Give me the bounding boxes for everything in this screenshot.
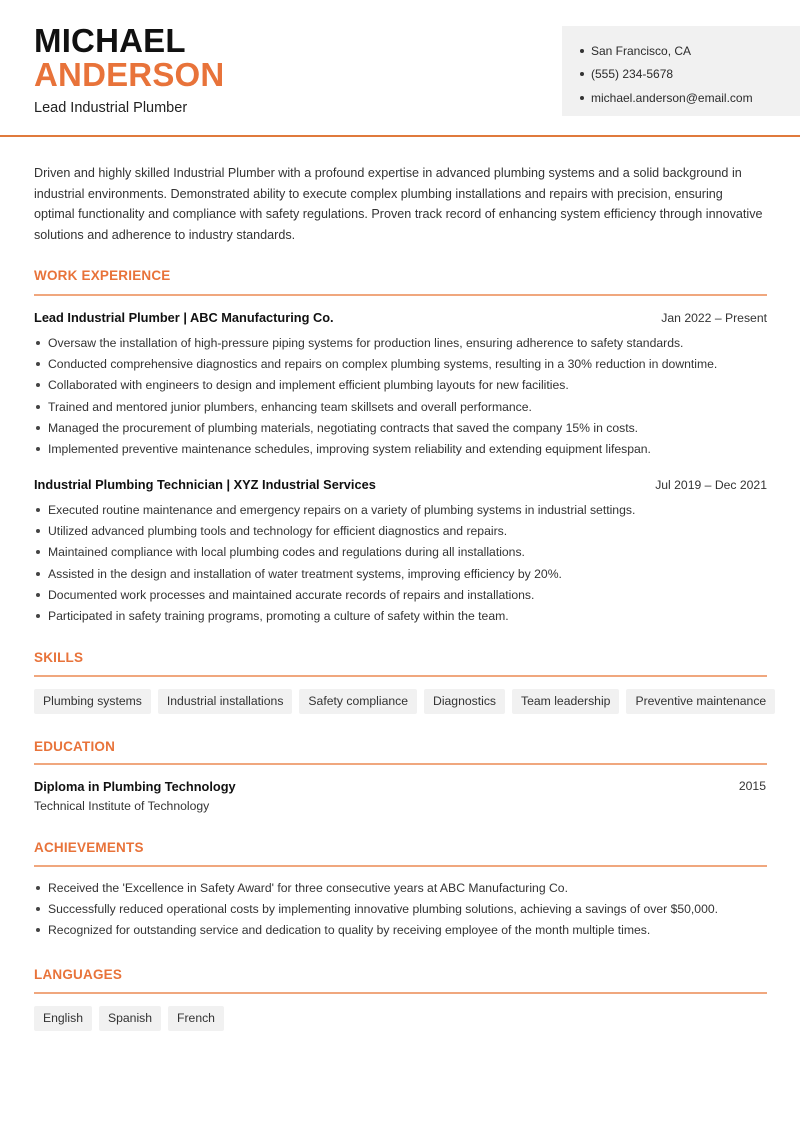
education-year: 2015	[738, 779, 766, 793]
skill-tag: Preventive maintenance	[626, 689, 775, 714]
list-item: Collaborated with engineers to design and implement efficient plumbing layouts for new facilities.	[34, 375, 767, 396]
education-school: Technical Institute of Technology	[34, 799, 210, 813]
bullet-icon	[36, 886, 40, 890]
divider	[34, 865, 767, 867]
list-item: Successfully reduced operational costs by implementing innovative plumbing solutions, achieving a savings of over $50,000.	[34, 898, 767, 919]
job-dates: Jan 2022 – Present	[661, 311, 767, 325]
divider	[34, 675, 767, 677]
list-item: Implemented preventive maintenance schedules, improving system reliability and extending equipment lifespan.	[34, 438, 767, 459]
bullet-icon	[580, 96, 584, 100]
bullet-icon	[36, 508, 40, 512]
list-item: Oversaw the installation of high-pressure piping systems for production lines, ensuring adherence to safety standards.	[34, 332, 767, 353]
language-tag: English	[34, 1006, 92, 1031]
list-item: Managed the procurement of plumbing materials, negotiating contracts that saved the company 15% in costs.	[34, 417, 767, 438]
job-header	[34, 310, 767, 325]
list-item: Participated in safety training programs, promoting a culture of safety within the team.	[34, 605, 767, 626]
bullet-icon	[580, 49, 584, 53]
list-item: Utilized advanced plumbing tools and technology for efficient diagnostics and repairs.	[34, 520, 767, 541]
job-role: Lead Industrial Plumber | ABC Manufacturing Co.	[34, 310, 334, 325]
skill-tag: Safety compliance	[299, 689, 417, 714]
bullet-icon	[36, 362, 40, 366]
work-section-title: WORK EXPERIENCE	[34, 268, 171, 283]
list-item: Received the 'Excellence in Safety Award' for three consecutive years at ABC Manufacturing Co.	[34, 877, 767, 898]
skill-tag: Team leadership	[512, 689, 619, 714]
bullet-icon	[36, 341, 40, 345]
bullet-icon	[36, 405, 40, 409]
job-role: Industrial Plumbing Technician | XYZ Industrial Services	[34, 477, 376, 492]
job-dates: Jul 2019 – Dec 2021	[655, 478, 767, 492]
bullet-icon	[36, 614, 40, 618]
list-item: Executed routine maintenance and emergency repairs on a variety of plumbing systems in industrial settings.	[34, 499, 767, 520]
contact-email: michael.anderson@email.com	[580, 86, 800, 110]
bullet-icon	[36, 426, 40, 430]
language-tags	[34, 1006, 224, 1031]
job-header	[34, 477, 767, 492]
job-title: Lead Industrial Plumber	[34, 100, 188, 116]
job-bullets	[34, 499, 767, 627]
list-item: Conducted comprehensive diagnostics and repairs on complex plumbing systems, resulting in a 30% reduction in downtime.	[34, 353, 767, 374]
skill-tag: Plumbing systems	[34, 689, 151, 714]
bullet-icon	[580, 72, 584, 76]
contact-location: San Francisco, CA	[580, 39, 800, 63]
bullet-icon	[36, 550, 40, 554]
divider	[34, 294, 767, 296]
bullet-icon	[36, 593, 40, 597]
list-item: Recognized for outstanding service and dedication to quality by receiving employee of the month multiple times.	[34, 920, 767, 941]
education-section-title: EDUCATION	[34, 739, 116, 754]
resume-header	[0, 0, 800, 137]
list-item: Maintained compliance with local plumbing codes and regulations during all installations.	[34, 542, 767, 563]
skills-tags	[34, 689, 775, 714]
job-bullets	[34, 332, 767, 460]
bullet-icon	[36, 572, 40, 576]
last-name: ANDERSON	[34, 56, 225, 93]
achievement-bullets	[34, 877, 767, 941]
skill-tag: Diagnostics	[424, 689, 505, 714]
bullet-icon	[36, 383, 40, 387]
skills-section-title: SKILLS	[34, 650, 84, 665]
education-degree: Diploma in Plumbing Technology	[34, 779, 236, 794]
skill-tag: Industrial installations	[158, 689, 293, 714]
languages-section-title: LANGUAGES	[34, 967, 123, 982]
bullet-icon	[36, 529, 40, 533]
divider	[34, 763, 767, 765]
achievements-section-title: ACHIEVEMENTS	[34, 840, 144, 855]
divider	[34, 992, 767, 994]
contact-phone: (555) 234-5678	[580, 63, 800, 87]
list-item: Trained and mentored junior plumbers, enhancing team skillsets and overall performance.	[34, 396, 767, 417]
summary: Driven and highly skilled Industrial Plumber with a profound expertise in advanced plumbing systems and a solid background in industrial environments. Demonstrated ability to execute complex plumbing installations and repairs with precision, ensuring optimal functionality and compliance with safety regulations. Proven track record of enhancing system efficiency through innovative solutions and adherence to industry standards.	[34, 166, 763, 242]
contact-box	[562, 26, 800, 116]
first-name: MICHAEL	[34, 22, 186, 59]
list-item: Documented work processes and maintained accurate records of repairs and installations.	[34, 584, 767, 605]
bullet-icon	[36, 907, 40, 911]
bullet-icon	[36, 928, 40, 932]
list-item: Assisted in the design and installation of water treatment systems, improving efficiency by 20%.	[34, 563, 767, 584]
language-tag: French	[168, 1006, 224, 1031]
language-tag: Spanish	[99, 1006, 161, 1031]
bullet-icon	[36, 447, 40, 451]
